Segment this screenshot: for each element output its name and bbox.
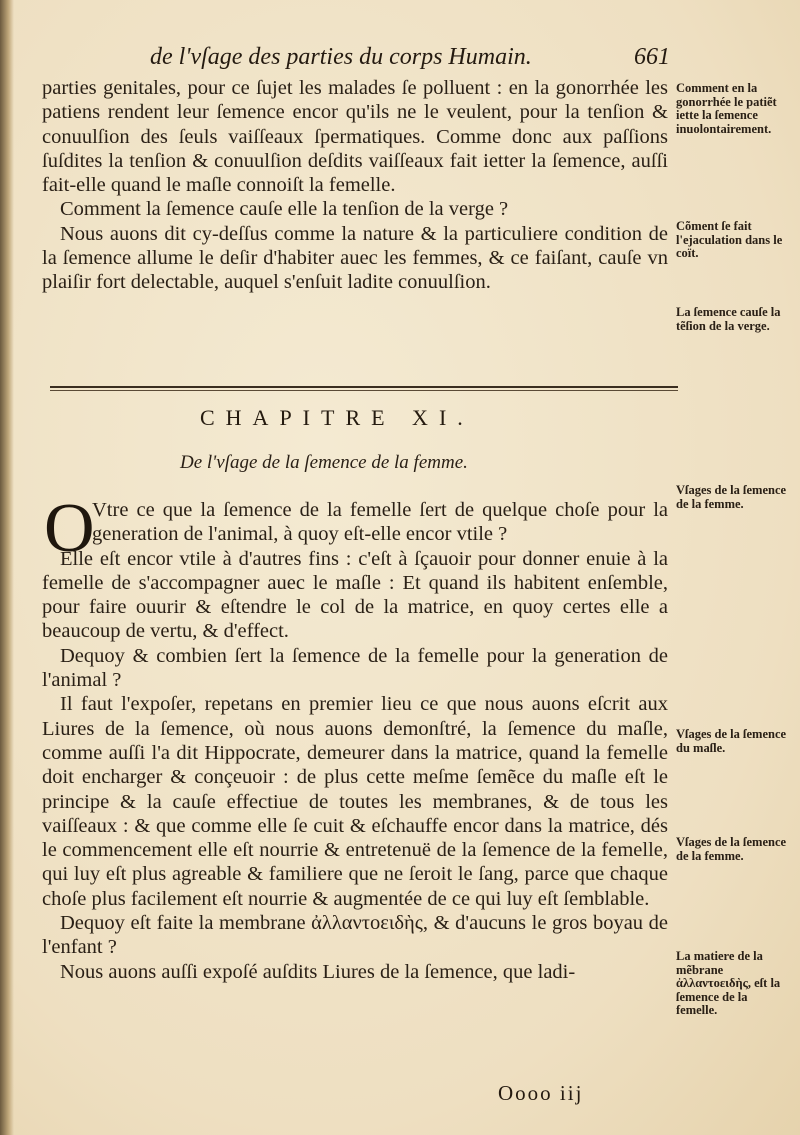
paragraph: Il faut l'expoſer, repetans en premier lieu ce que nous auons eſcrit aux Liures de la ſemence, où nous auons demonſtré, la ſemence du maſle, comme auſſi l'a dit Hippocrate, demeurer dans la matrice, quand la femelle doit encharger & conçeuoir : de plus cette meſme ſemẽce du maſle eſt le principe & la cauſe effectiue de toutes les membranes, & de tous les vaiſſeaux : & que comme elle ſe cuit & eſchauffe encor dans la matrice, dés le commencement elle eſt nourrie & entretenuë de la ſemence de la femelle, qui luy eſt plus agreable & familiere que ne ſeroit le ſang, parce que chaque choſe plus facilement eſt nourrie & augmentée de ce qui luy eſt ſemblable. [42,693,668,910]
text-block-top [42,76,668,295]
page-number: 661 [634,44,670,70]
section-rule-thin [50,390,678,391]
running-title: de l'vſage des parties du corps Humain. [150,44,532,70]
margin-note: Vſages de la ſemence de la femme. [676,835,787,863]
chapter-subtitle: De l'vſage de la ſemence de la femme. [180,452,468,473]
text-block-chapter [42,490,668,984]
drop-cap: O [44,490,95,567]
margin-note: Cõment ſe fait l'ejaculation dans le coït. [676,219,783,260]
question-paragraph: Comment la ſemence cauſe elle la tenſion de la verge ? [60,198,509,221]
chapter-heading: CHAPITRE XI. [200,405,474,430]
margin-note: Vſages de la ſemence de la femme. [676,483,787,511]
page-gutter-shadow [0,0,14,1135]
margin-note: La matiere de la mẽbrane ἀλλαντοειδὴς, eſt la ſemence de la femelle. [676,949,781,1017]
paragraph: parties genitales, pour ce ſujet les malades ſe polluent : en la gonorrhée les patiens rendent leur ſemence encor qu'ils ne le veulent, pour la tenſion & conuulſion des ſeuls vaiſſeaux ſpermatiques. Comme donc aux paſſions ſuſdites la tenſion & conuulſion deſdits vaiſſeaux fait ietter la ſemence, auſſi fait-elle quand le maſle connoiſt la femelle. [42,77,668,197]
margin-note: La ſemence cauſe la tẽſion de la verge. [676,305,781,333]
question-paragraph: Dequoy & combien ſert la ſemence de la femelle pour la generation de l'animal ? [42,644,668,692]
page-header [150,44,670,74]
paragraph: Elle eſt encor vtile à d'autres fins : c'eſt à ſçauoir pour donner enuie à la femelle de s'accompagner auec le maſle : Et quand ils habitent enſemble, pour faire ouurir & eſtendre le col de la matrice, en quoy certes elle a beaucoup de vertu, & d'effect. [42,547,668,643]
section-rule [50,386,678,388]
paragraph: Nous auons auſſi expoſé auſdits Liures de la ſemence, que ladi- [60,960,576,983]
margin-note: Vſages de la ſemence du maſle. [676,727,787,755]
paragraph: Nous auons dit cy-deſſus comme la nature & la particuliere condition de la ſemence allume le deſir d'habiter auec les femmes, & ce faiſant, cauſe vn plaiſir fort delectable, auquel s'enſuit ladite conuulſion. [42,222,668,294]
signature-mark: Oooo iij [498,1081,584,1105]
opening-paragraph: Vtre ce que la ſemence de la femelle ſert de quelque choſe pour la generation de l'animal, à quoy eſt-elle encor vtile ? [92,499,668,546]
question-paragraph: Dequoy eſt faite la membrane ἀλλαντοειδὴς, & d'aucuns le gros boyau de l'enfant ? [42,912,668,959]
margin-note: Comment en la gonorrhée le patiẽt iette la ſemence inuolontairement. [676,81,777,136]
